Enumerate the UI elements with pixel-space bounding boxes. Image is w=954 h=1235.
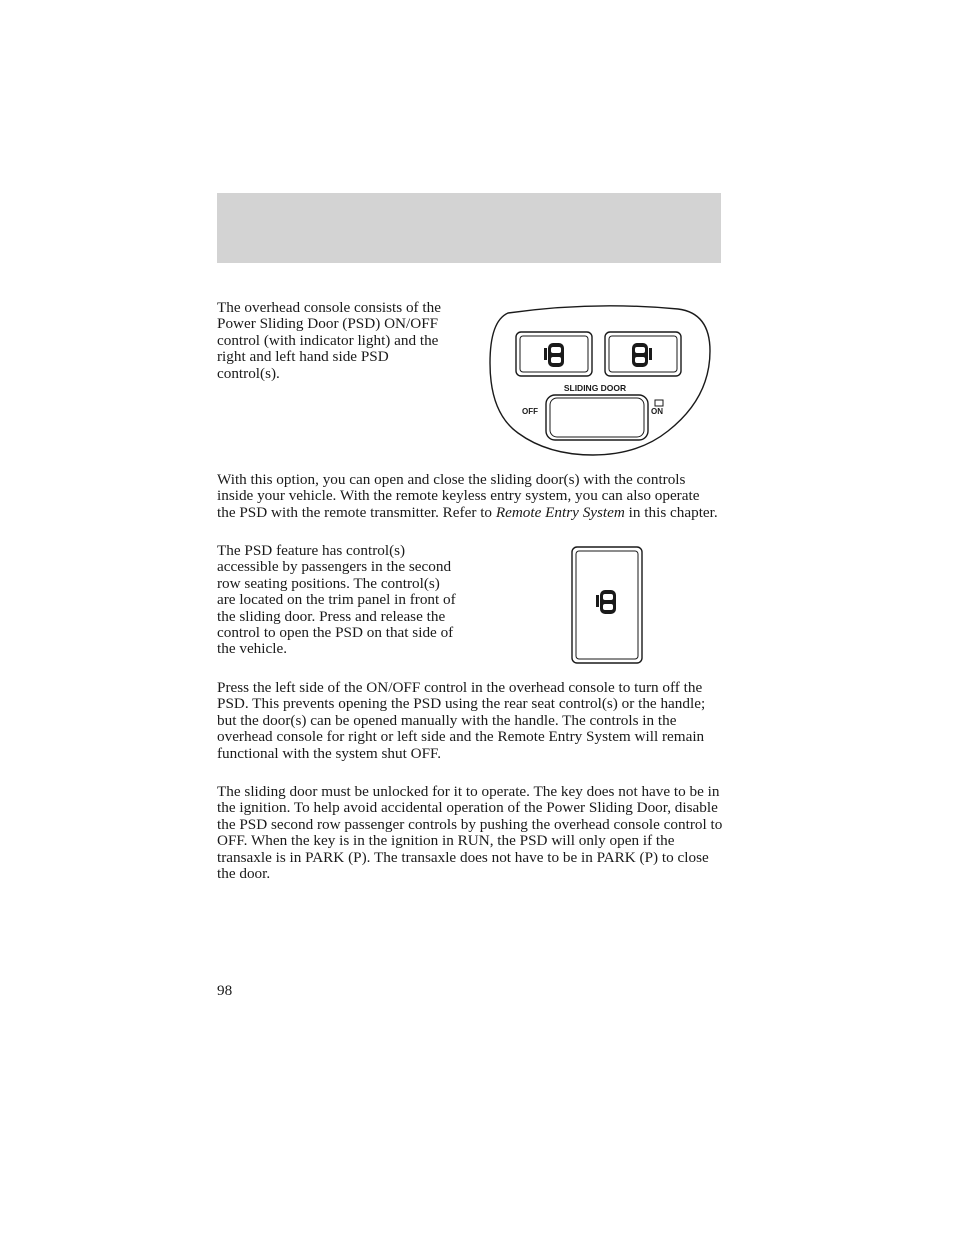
sliding-door-label: SLIDING DOOR xyxy=(563,383,627,393)
remote-entry-system-reference: Remote Entry System xyxy=(495,503,625,521)
psd-on-off-switch[interactable] xyxy=(546,395,648,440)
paragraph-option-tail: in this chapter. xyxy=(624,503,718,521)
off-label: OFF xyxy=(522,407,538,416)
left-psd-button[interactable] xyxy=(516,332,592,376)
paragraph-option xyxy=(217,472,721,521)
right-psd-button[interactable] xyxy=(605,332,681,376)
header-band xyxy=(217,193,721,263)
paragraph-overhead-console: The overhead console consists of the Power Sliding Door (PSD) ON/OFF control (with indicator light) and the right and left hand side PSD control(s). xyxy=(217,299,441,382)
paragraph-unlock-requirement: The sliding door must be unlocked for it to operate. The key does not have to be in the ignition. To help avoid accidental operation of the Power Sliding Door, disable the PSD second row passenger controls by pushing the overhead console control to OFF. When the key is in the ignition in RUN, the PSD will only open if the transaxle is in PARK (P). The transaxle does not have to be in PARK (P) to close the door. xyxy=(217,783,723,883)
paragraph-option-text: With this option, you can open and close the sliding door(s) with the controls inside your vehicle. With the remote keyless entry system, you can also operate the PSD with the remote transmitter. Refer to xyxy=(217,471,700,521)
page-number: 98 xyxy=(217,982,233,999)
paragraph-second-row-controls: The PSD feature has control(s) accessible by passengers in the second row seating positions. The control(s) are located on the trim panel in front of the sliding door. Press and release the control to open the PSD on that side of the vehicle. xyxy=(217,542,456,658)
trim-panel-control-figure xyxy=(571,546,644,666)
overhead-console-figure xyxy=(488,303,714,459)
indicator-light-icon xyxy=(655,400,663,406)
paragraph-turn-off-psd: Press the left side of the ON/OFF control in the overhead console to turn off the PSD. This prevents opening the PSD using the rear seat control(s) or the handle; but the door(s) can be opened manually with the handle. The controls in the overhead console for right or left side and the Remote Entry System will remain functional with the system shut OFF. xyxy=(217,679,706,762)
on-label: ON xyxy=(651,407,663,416)
